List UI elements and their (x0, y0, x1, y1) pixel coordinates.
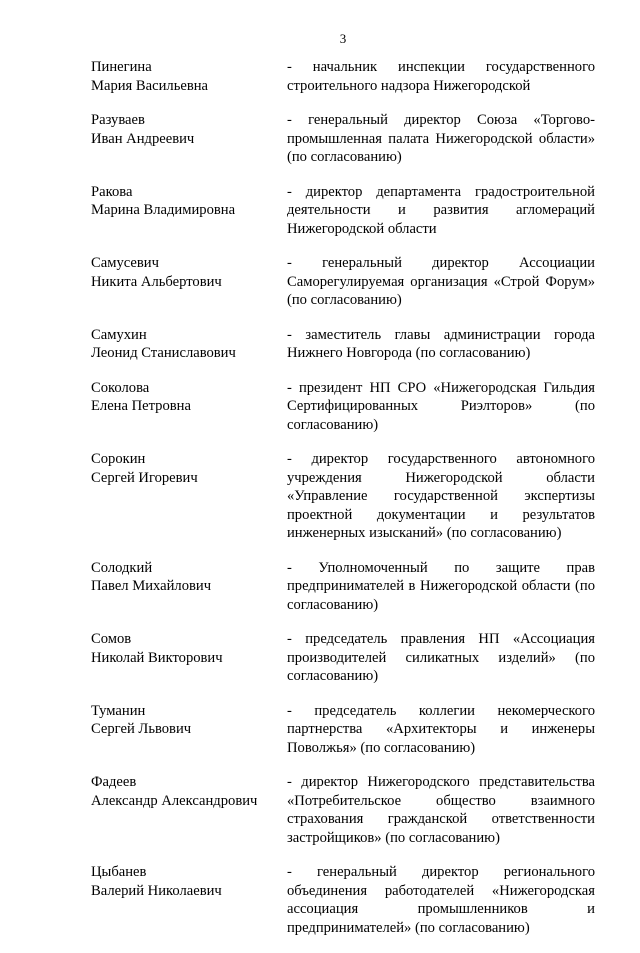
member-surname: Фадеев (91, 774, 137, 790)
member-position: - генеральный директор Союза «Торгово-промышленная палата Нижегородской области» (по согласованию) (287, 112, 595, 165)
member-surname: Солодкий (91, 559, 153, 576)
member-given-names: Мария Васильевна (91, 77, 209, 94)
member-surname: Соколова (91, 379, 150, 396)
member-position: - председатель правления НП «Ассоциация производителей силикатных изделий» (по согласованию) (287, 631, 595, 684)
member-surname: Ракова (91, 183, 133, 200)
member-given-names: Елена Петровна (91, 398, 191, 414)
member-position: - председатель коллегии некомерческого партнерства «Архитекторы и инженеры Поволжья» (по согласованию) (287, 702, 595, 756)
member-entry (91, 559, 595, 615)
member-given-names: Николай Викторович (91, 649, 223, 666)
member-position: - заместитель главы администрации города Нижнего Новгорода (по согласованию) (287, 326, 595, 361)
member-entry (91, 379, 595, 435)
member-position: - директор департамента градостроительной деятельности и развития агломераций Нижегородской области (287, 183, 595, 237)
member-entry (91, 111, 595, 167)
member-entry (91, 863, 595, 937)
member-name (91, 111, 287, 167)
member-name (91, 254, 287, 310)
member-surname: Сомов (91, 631, 132, 647)
member-given-names: Иван Андреевич (91, 130, 195, 147)
member-entry (91, 58, 595, 95)
member-entry (91, 183, 595, 239)
member-name (91, 58, 287, 95)
member-position: - президент НП СРО «Нижегородская Гильдия Сертифицированных Риэлторов» (по согласованию) (287, 379, 595, 433)
member-surname: Пинегина (91, 59, 152, 75)
member-entry (91, 630, 595, 686)
member-position: - генеральный директор регионального объединения работодателей «Нижегородская ассоциация промышленников и предпринимателей» (по согласованию) (287, 864, 595, 936)
page-number: 3 (339, 31, 347, 46)
member-position: - директор Нижегородского представительства «Потребительское общество взаимного страхования гражданской ответственности застройщиков» (по согласованию) (287, 774, 595, 846)
member-given-names: Павел Михайлович (91, 578, 212, 594)
member-given-names: Никита Альбертович (91, 273, 222, 290)
member-name (91, 379, 287, 435)
member-name (91, 559, 287, 615)
member-name (91, 326, 287, 363)
member-entry (91, 702, 595, 758)
member-given-names: Александр Александрович (91, 792, 258, 809)
member-name (91, 630, 287, 686)
member-name (91, 773, 287, 847)
member-surname: Цыбанев (91, 864, 147, 880)
member-entry (91, 254, 595, 310)
member-name (91, 863, 287, 937)
member-surname: Самусевич (91, 255, 159, 271)
member-given-names: Валерий Николаевич (91, 882, 222, 899)
member-list (91, 58, 595, 953)
member-position: - генеральный директор Ассоциации Саморегулируемая организация «Строй Форум» (по согласованию) (287, 255, 595, 308)
member-given-names: Леонид Станиславович (91, 345, 236, 361)
member-name (91, 702, 287, 758)
member-entry (91, 773, 595, 847)
member-name (91, 450, 287, 543)
member-given-names: Марина Владимировна (91, 202, 236, 218)
member-entry (91, 450, 595, 543)
member-surname: Туманин (91, 702, 146, 719)
member-position: - директор государственного автономного учреждения Нижегородской области «Управление государственной экспертизы проектной документации и результатов инженерных изысканий» (по согласованию) (287, 451, 595, 541)
member-position: - Уполномоченный по защите прав предпринимателей в Нижегородской области (по согласованию) (287, 559, 595, 613)
member-surname: Самухин (91, 326, 147, 343)
member-surname: Разуваев (91, 112, 145, 128)
member-name (91, 183, 287, 239)
member-given-names: Сергей Игоревич (91, 469, 198, 486)
member-given-names: Сергей Львович (91, 721, 192, 737)
member-position: - начальник инспекции государственного строительного надзора Нижегородской (287, 59, 595, 94)
member-surname: Сорокин (91, 451, 146, 467)
member-entry (91, 326, 595, 363)
